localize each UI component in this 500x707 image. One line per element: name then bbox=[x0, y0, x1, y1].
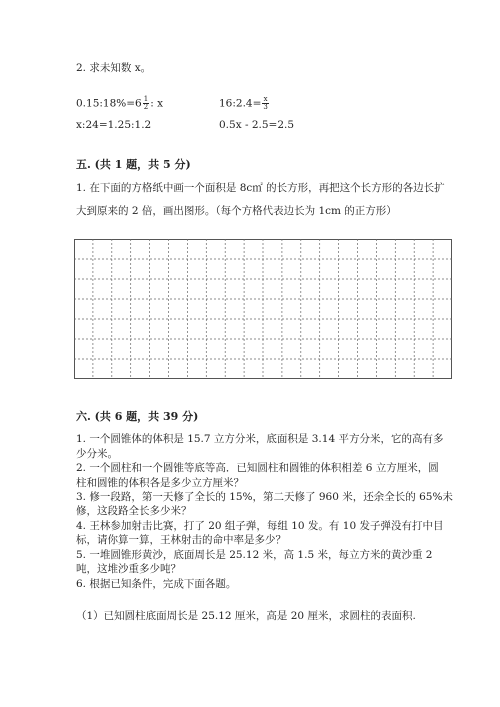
equation-1a-tail: : x bbox=[150, 97, 163, 110]
section-5-q1-line1: 1. 在下面的方格纸中画一个面积是 8c㎡ 的长方形，再把这个长方形的各边长扩 bbox=[76, 182, 445, 194]
section-6-line-7: 4. 王林参加射击比赛，打了 20 组子弹，每组 10 发。有 10 发子弹没有打中目 bbox=[76, 520, 444, 532]
equation-1a-text: 0.15:18%=6 bbox=[76, 97, 142, 110]
section-6-line-10: 吨，这堆沙重多少吨？ bbox=[76, 563, 181, 575]
section-5-heading: 五. (共 1 题，共 5 分) bbox=[76, 158, 191, 171]
section-6-line-2: 少分米。 bbox=[76, 448, 118, 460]
section-6-heading: 六. (共 6 题，共 39 分) bbox=[76, 410, 199, 423]
section-6-line-9: 5. 一堆圆锥形黄沙，底面周长是 25.12 米，高 1.5 米，每立方米的黄沙重 2 bbox=[76, 549, 433, 561]
section-5-q1-line2: 大到原来的 2 倍，画出图形。（每个方格代表边长为 1cm 的正方形） bbox=[76, 205, 397, 217]
section-6-line-3: 2. 一个圆柱和一个圆锥等底等高．已知圆柱和圆锥的体积相差 6 立方厘米，圆 bbox=[76, 462, 439, 474]
section-6-subquestion-1: （1）已知圆柱底面周长是 25.12 厘米，高是 20 厘米，求圆柱的表面积. bbox=[76, 610, 416, 622]
section-6-line-6: 修，这段路全长多少米？ bbox=[76, 505, 192, 517]
fraction-denominator: 3 bbox=[263, 103, 268, 111]
section-6-line-11: 6. 根据已知条件，完成下面各题。 bbox=[76, 578, 237, 590]
fraction-numerator: x bbox=[263, 95, 268, 103]
fraction bbox=[143, 96, 149, 111]
section-6-line-8: 标，请你算一算，王林射击的命中率是多少？ bbox=[76, 534, 286, 546]
equation-1b bbox=[219, 96, 270, 111]
section-6-line-5: 3. 修一段路，第一天修了全长的 15%，第二天修了 960 米，还余全长的 65%未 bbox=[76, 491, 453, 503]
fraction-denominator: 2 bbox=[143, 103, 149, 111]
question-2-title: 2. 求未知数 x。 bbox=[76, 62, 152, 74]
fraction bbox=[262, 96, 268, 111]
grid-lines bbox=[74, 239, 452, 379]
equation-1b-text: 16:2.4= bbox=[219, 97, 262, 110]
equation-2b: 0.5x - 2.5=2.5 bbox=[219, 119, 295, 131]
section-6-line-1: 1. 一个圆锥体的体积是 15.7 立方分米，底面积是 3.14 平方分米，它的高有多 bbox=[76, 433, 444, 445]
section-6-line-4: 柱和圆锥的体积各是多少立方厘米？ bbox=[76, 477, 244, 489]
fraction-numerator: 1 bbox=[143, 95, 149, 103]
equation-2a: x:24=1.25:1.2 bbox=[76, 119, 152, 131]
equation-1a bbox=[76, 96, 163, 111]
grid-paper[interactable] bbox=[74, 239, 452, 379]
